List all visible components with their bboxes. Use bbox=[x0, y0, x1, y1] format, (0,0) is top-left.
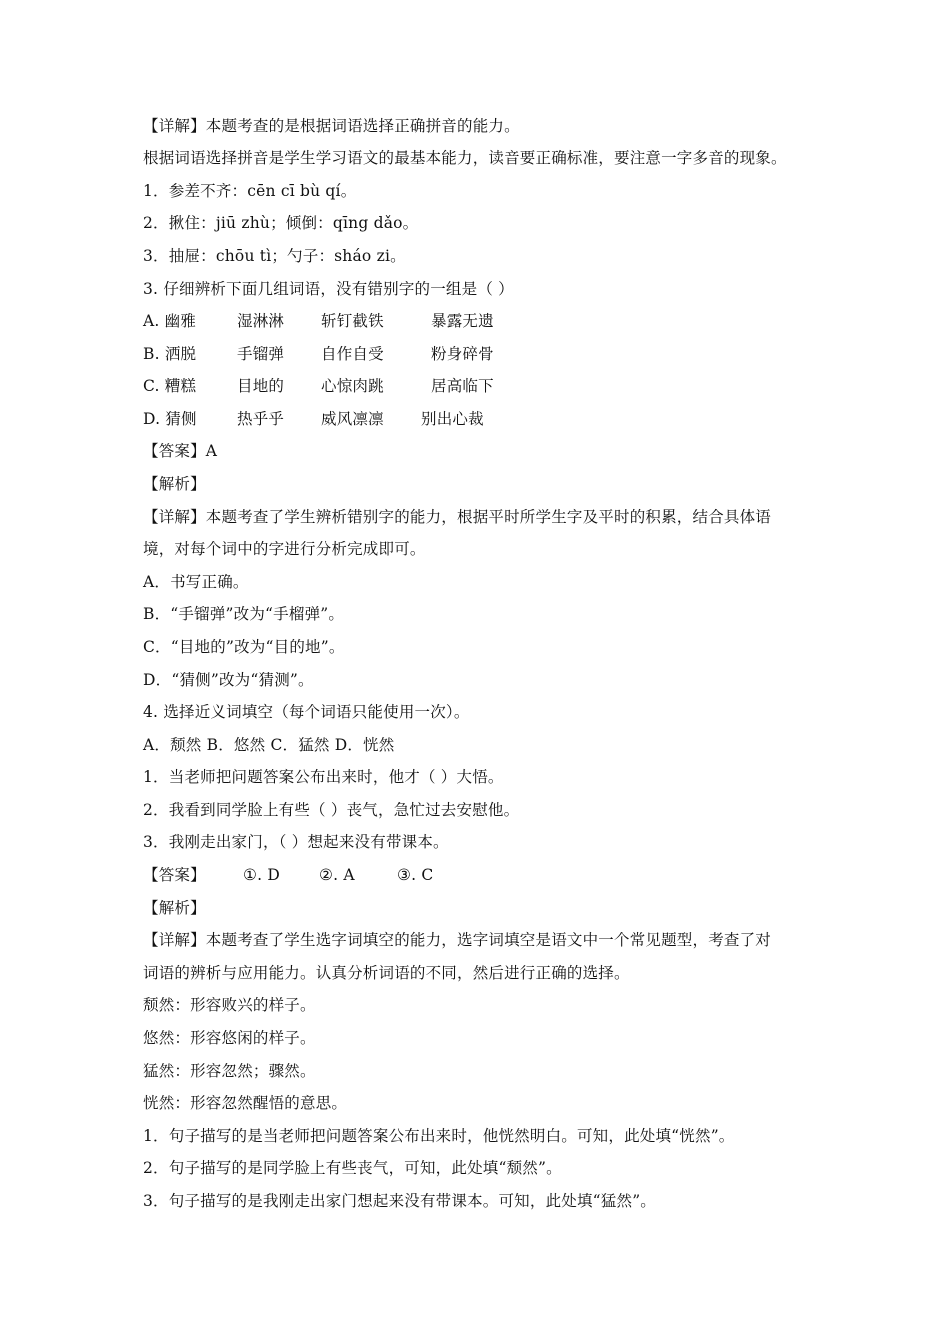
option-word: B. 洒脱 bbox=[143, 345, 197, 363]
pinyin-line: 3．抽屉：chōu tì；勺子：sháo zi。 bbox=[143, 247, 406, 265]
option-word: 湿淋淋 bbox=[237, 312, 285, 330]
option-word: C. 糟糕 bbox=[143, 377, 197, 395]
option-word: D. 猜侧 bbox=[143, 410, 197, 428]
option-word: 居高临下 bbox=[431, 377, 494, 395]
fix-line: B．“手镏弹”改为“手榴弹”。 bbox=[143, 605, 345, 623]
explanation-line: 3．句子描写的是我刚走出家门想起来没有带课本。可知，此处填“猛然”。 bbox=[143, 1192, 657, 1210]
option-d bbox=[143, 409, 850, 429]
answer-label: 【答案】 bbox=[143, 866, 206, 884]
answer-4 bbox=[143, 865, 850, 885]
question-3: 3. 仔细辨析下面几组词语，没有错别字的一组是（ ） bbox=[143, 280, 514, 298]
explanation-line: 根据词语选择拼音是学生学习语文的最基本能力，读音要正确标准，要注意一字多音的现象。 bbox=[143, 149, 787, 167]
option-c bbox=[143, 376, 850, 396]
option-word: 心惊肉跳 bbox=[321, 377, 384, 395]
answer-item: ①. D bbox=[243, 866, 280, 884]
explanation-line: 【详解】本题考查了学生辨析错别字的能力，根据平时所学生字及平时的积累，结合具体语 bbox=[143, 508, 772, 526]
option-word: 热乎乎 bbox=[237, 410, 285, 428]
sentence-line: 3．我刚走出家门，（ ）想起来没有带课本。 bbox=[143, 833, 449, 851]
fix-line: A．书写正确。 bbox=[143, 573, 249, 591]
pinyin-line: 2．揪住：jiū zhù；倾倒：qīng dǎo。 bbox=[143, 214, 419, 232]
option-word: 暴露无遗 bbox=[431, 312, 494, 330]
analysis-label: 【解析】 bbox=[143, 899, 206, 917]
answer-item: ③. C bbox=[397, 866, 434, 884]
fix-line: C．“目地的”改为“目的地”。 bbox=[143, 638, 345, 656]
analysis-label: 【解析】 bbox=[143, 475, 206, 493]
option-word: 威风凛凛 bbox=[321, 410, 384, 428]
explanation-line: 【详解】本题考查的是根据词语选择正确拼音的能力。 bbox=[143, 117, 520, 135]
explanation-line: 【详解】本题考查了学生选字词填空的能力，选字词填空是语文中一个常见题型，考查了对 bbox=[143, 931, 772, 949]
definition-line: 颓然：形容败兴的样子。 bbox=[143, 996, 316, 1014]
definition-line: 悠然：形容悠闲的样子。 bbox=[143, 1029, 316, 1047]
pinyin-line: 1．参差不齐：cēn cī bù qí。 bbox=[143, 182, 357, 200]
explanation-line: 2．句子描写的是同学脸上有些丧气，可知，此处填“颓然”。 bbox=[143, 1159, 562, 1177]
sentence-line: 2．我看到同学脸上有些（ ）丧气，急忙过去安慰他。 bbox=[143, 801, 520, 819]
option-b bbox=[143, 344, 850, 364]
option-word: 手镏弹 bbox=[237, 345, 285, 363]
option-word: 斩钉截铁 bbox=[321, 312, 384, 330]
sentence-line: 1．当老师把问题答案公布出来时，他才（ ）大悟。 bbox=[143, 768, 504, 786]
definition-line: 猛然：形容忽然；骤然。 bbox=[143, 1062, 316, 1080]
fix-line: D．“猜侧”改为“猜测”。 bbox=[143, 671, 314, 689]
option-word: A. 幽雅 bbox=[143, 312, 197, 330]
explanation-line: 1．句子描写的是当老师把问题答案公布出来时，他恍然明白。可知，此处填“恍然”。 bbox=[143, 1127, 735, 1145]
question-4-options: A．颓然 B．悠然 C．猛然 D．恍然 bbox=[143, 736, 395, 754]
option-word: 粉身碎骨 bbox=[431, 345, 494, 363]
option-a bbox=[143, 311, 850, 331]
definition-line: 恍然：形容忽然醒悟的意思。 bbox=[143, 1094, 348, 1112]
explanation-line: 境，对每个词中的字进行分析完成即可。 bbox=[143, 540, 426, 558]
option-word: 目地的 bbox=[237, 377, 285, 395]
option-word: 自作自受 bbox=[321, 345, 384, 363]
explanation-line: 词语的辨析与应用能力。认真分析词语的不同，然后进行正确的选择。 bbox=[143, 964, 630, 982]
question-4: 4. 选择近义词填空（每个词语只能使用一次）。 bbox=[143, 703, 470, 721]
answer-item: ②. A bbox=[319, 866, 355, 884]
option-word: 别出心裁 bbox=[421, 410, 484, 428]
answer-label: 【答案】A bbox=[143, 442, 218, 460]
